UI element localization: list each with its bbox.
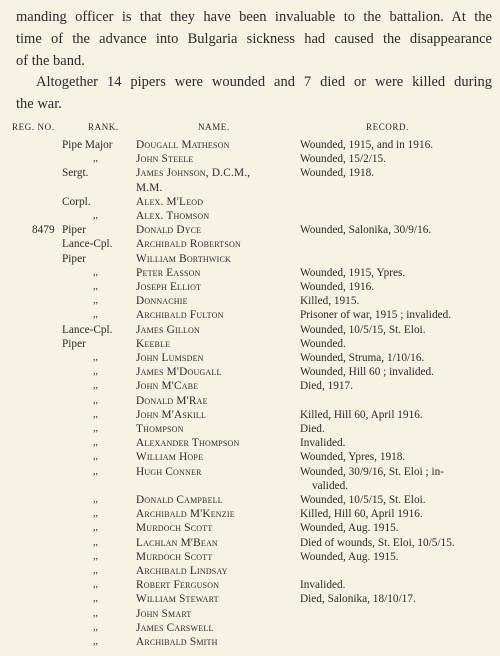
rank-cell: ,,	[93, 153, 98, 165]
rank-cell: ,,	[93, 366, 98, 378]
name-cell: William Stewart	[136, 593, 219, 606]
record-cell: Wounded, 1916.	[300, 281, 375, 293]
record-cell: Wounded, Ypres, 1918.	[300, 451, 406, 464]
rank-cell: Lance-Cpl.	[62, 323, 113, 336]
table-row	[0, 252, 500, 266]
record-cell: Wounded, 10/5/15, St. Eloi.	[300, 323, 426, 336]
record-cell: Killed, Hill 60, April 1916.	[300, 408, 423, 421]
rank-cell: ,,	[93, 465, 98, 477]
rank-cell: ,,	[93, 565, 98, 576]
table-row	[0, 181, 500, 195]
table-row	[0, 379, 500, 393]
name-cell: John Steele	[136, 153, 194, 166]
name-cell: Alex. Thomson	[136, 210, 210, 222]
name-cell: Murdoch Scott	[136, 550, 213, 563]
name-cell: Archibald M'Kenzie	[136, 508, 235, 521]
name-cell: Hugh Conner	[136, 465, 202, 478]
rank-cell: ,,	[93, 394, 98, 406]
rank-cell: Lance-Cpl.	[62, 238, 113, 251]
table-row	[0, 592, 500, 606]
table-row	[0, 223, 500, 237]
name-cell: James M'Dougall	[136, 366, 222, 379]
rank-cell: Sergt.	[62, 167, 89, 180]
name-cell: Archibald Lindsay	[136, 565, 228, 577]
record-cell: Wounded, 1918.	[300, 167, 375, 180]
name-cell: Donald M'Rae	[136, 394, 208, 407]
name-cell: Archibald Fulton	[136, 309, 224, 322]
table-row	[0, 394, 500, 408]
rank-cell: ,,	[93, 621, 98, 633]
name-cell: Archibald Smith	[136, 636, 218, 648]
record-cell: Wounded, 1915, and in 1916.	[300, 139, 434, 151]
record-cell: Killed, Hill 60, April 1916.	[300, 508, 423, 521]
table-row	[0, 138, 500, 152]
paragraph-line: Altogether 14 pipers were wounded and 7 died or were killed during	[36, 74, 492, 90]
rank-cell: ,,	[93, 408, 98, 420]
table-row	[0, 550, 500, 564]
table-row	[0, 323, 500, 337]
rank-cell: ,,	[93, 579, 98, 591]
table-row	[0, 152, 500, 166]
name-cell: John Smart	[136, 607, 192, 620]
rank-cell: ,,	[93, 281, 98, 292]
record-cell: Died, Salonika, 18/10/17.	[300, 593, 416, 606]
rank-cell: ,,	[93, 295, 98, 307]
name-cell: Murdoch Scott	[136, 522, 213, 535]
rank-cell: ,,	[93, 550, 98, 562]
record-cell: Invalided.	[300, 579, 346, 592]
table-row	[0, 621, 500, 635]
name-cell: Alexander Thompson	[136, 437, 240, 450]
rank-cell: ,,	[93, 636, 98, 647]
table-row	[0, 237, 500, 251]
name-cell: Lachlan M'Bean	[136, 536, 218, 549]
name-cell: Donald Campbell	[136, 494, 223, 506]
rank-cell: ,,	[93, 210, 98, 221]
paragraph-line: of the band.	[16, 53, 85, 69]
name-cell: Thompson	[136, 423, 184, 435]
header-name: NAME.	[198, 122, 230, 132]
table-row	[0, 408, 500, 422]
table-row	[0, 195, 500, 209]
name-cell: Donnachie	[136, 295, 188, 308]
rank-cell: ,,	[93, 508, 98, 520]
rank-cell: ,,	[93, 266, 98, 278]
table-row	[0, 479, 500, 493]
name-cell: Alex. M'Leod	[136, 195, 204, 208]
rank-cell: ,,	[93, 352, 98, 363]
record-cell: Wounded, Salonika, 30/9/16.	[300, 224, 432, 237]
name-cell: John M'Askill	[136, 408, 207, 421]
name-cell: Robert Ferguson	[136, 579, 220, 592]
rank-cell: ,,	[93, 423, 98, 434]
name-cell: Archibald Robertson	[136, 238, 241, 251]
name-cell: M.M.	[136, 181, 163, 194]
table-row	[0, 607, 500, 621]
record-cell: Wounded, 1915, Ypres.	[300, 266, 406, 279]
table-row	[0, 337, 500, 351]
name-cell: Dougall Matheson	[136, 139, 230, 151]
reg-no-cell: 8479	[32, 224, 55, 237]
table-row	[0, 166, 500, 180]
table-row	[0, 351, 500, 365]
table-row	[0, 308, 500, 322]
record-cell: Wounded, Aug. 1915.	[300, 550, 399, 563]
record-cell: Wounded, Aug. 1915.	[300, 522, 399, 535]
rank-cell: ,,	[93, 309, 98, 321]
record-cell: Died of wounds, St. Eloi, 10/5/15.	[300, 536, 455, 549]
name-cell: William Borthwick	[136, 252, 232, 265]
record-cell: Wounded, 10/5/15, St. Eloi.	[300, 494, 426, 506]
rank-cell: ,,	[93, 536, 98, 548]
table-row	[0, 521, 500, 535]
name-cell: John Lumsden	[136, 352, 204, 364]
rank-cell: ,,	[93, 607, 98, 619]
paragraph-line: manding officer is that they have been invaluable to the battalion. At the	[16, 9, 492, 25]
table-row	[0, 450, 500, 464]
record-cell: Wounded, Struma, 1/10/16.	[300, 352, 425, 364]
name-cell: Keeble	[136, 337, 171, 350]
table-row	[0, 465, 500, 479]
rank-cell: ,,	[93, 593, 98, 605]
header-record: RECORD.	[366, 122, 409, 132]
record-cell: Killed, 1915.	[300, 295, 360, 308]
name-cell: James Johnson, D.C.M.,	[136, 167, 251, 180]
summary-paragraph	[16, 71, 492, 115]
table-row	[0, 266, 500, 280]
name-cell: Peter Easson	[136, 266, 201, 279]
name-cell: Donald Dyce	[136, 224, 202, 237]
rank-cell: Pipe Major	[62, 139, 113, 151]
table-row	[0, 578, 500, 592]
record-cell: Wounded.	[300, 337, 346, 350]
table-row	[0, 365, 500, 379]
rank-cell: Corpl.	[62, 195, 91, 208]
record-cell: Wounded, Hill 60 ; invalided.	[300, 366, 435, 379]
name-cell: John M'Cabe	[136, 380, 199, 393]
record-cell: Invalided.	[300, 437, 346, 450]
record-cell: Wounded, 30/9/16, St. Eloi ; in-	[300, 465, 445, 478]
table-row	[0, 209, 500, 223]
table-row	[0, 635, 500, 649]
intro-paragraph	[16, 6, 492, 72]
pipers-roster-table	[0, 138, 500, 648]
rank-cell: Piper	[62, 337, 86, 350]
name-cell: James Carswell	[136, 621, 214, 634]
rank-cell: ,,	[93, 451, 98, 463]
name-cell: William Hope	[136, 451, 204, 464]
record-cell: Died.	[300, 423, 325, 435]
header-rank: RANK.	[88, 122, 119, 132]
table-row	[0, 493, 500, 507]
rank-cell: ,,	[93, 380, 98, 392]
paragraph-line: the war.	[16, 96, 62, 112]
paragraph-line: time of the advance into Bulgaria sickness had caused the disappearance	[16, 31, 492, 47]
table-row	[0, 280, 500, 294]
rank-cell: Piper	[62, 224, 86, 237]
table-row	[0, 422, 500, 436]
rank-cell: Piper	[62, 252, 86, 265]
rank-cell: ,,	[93, 494, 98, 505]
record-cell: Wounded, 15/2/15.	[300, 153, 387, 166]
table-row	[0, 536, 500, 550]
record-cell: valided.	[312, 479, 349, 492]
record-cell: Prisoner of war, 1915 ; invalided.	[300, 309, 452, 322]
rank-cell: ,,	[93, 522, 98, 534]
name-cell: Joseph Elliot	[136, 281, 202, 293]
header-reg-no: REG. NO.	[12, 122, 55, 132]
table-header	[0, 122, 500, 136]
rank-cell: ,,	[93, 437, 98, 449]
table-row	[0, 564, 500, 578]
table-row	[0, 436, 500, 450]
name-cell: James Gillon	[136, 323, 200, 336]
table-row	[0, 507, 500, 521]
record-cell: Died, 1917.	[300, 380, 354, 393]
table-row	[0, 294, 500, 308]
